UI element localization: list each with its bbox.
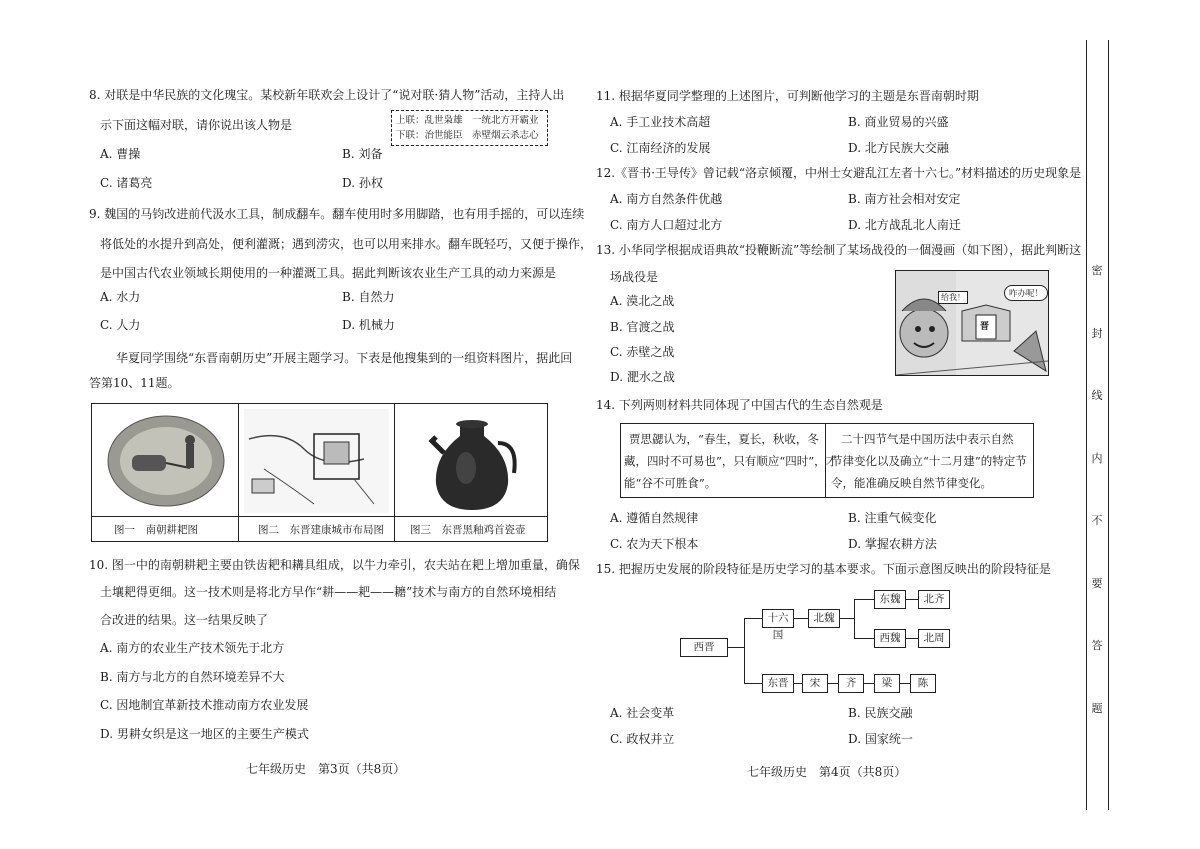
q14-option-b[interactable]: B. 注重气候变化: [848, 511, 937, 525]
node-xijin: 西晋: [680, 638, 728, 657]
q10-option-c[interactable]: C. 因地制宜革新技术推动南方农业发展: [100, 698, 309, 712]
q9-option-c[interactable]: C. 人力: [100, 318, 141, 332]
comic-bubble-3: 咋办呢！: [1004, 285, 1048, 301]
node-qi: 齐: [838, 674, 864, 693]
q15-option-d[interactable]: D. 国家统一: [848, 732, 913, 746]
materials-intro-line1: 华夏同学围绕“东晋南朝历史”开展主题学习。下表是他搜集到的一组资料图片，据此回: [116, 351, 573, 365]
figure3-caption: 图三 东晋黑釉鸡首瓷壶: [410, 524, 526, 536]
chicken-head-ewer-image: [422, 408, 522, 514]
node-song: 宋: [802, 674, 828, 693]
q8-option-d[interactable]: D. 孙权: [342, 176, 383, 190]
binding-char: 答: [1091, 639, 1103, 652]
binding-char: 内: [1091, 452, 1103, 465]
comic-bubble-1: 给我！: [938, 291, 968, 304]
node-beiwei: 北魏: [808, 609, 840, 628]
dynasty-flowchart: [680, 585, 980, 695]
q9-line1: 9. 魏国的马钧改进前代汲水工具，制成翻车。翻车使用时多用脚踏，也有用手摇的，可以连续: [89, 207, 585, 221]
q13-option-b[interactable]: B. 官渡之战: [610, 320, 675, 334]
node-dongwei: 东魏: [874, 590, 906, 609]
q15-option-b[interactable]: B. 民族交融: [848, 706, 913, 720]
q10-option-a[interactable]: A. 南方的农业生产技术领先于北方: [100, 641, 285, 655]
q10-line2: 土壤耙得更细。这一技术则是将北方早作“耕——耙——耱”技术与南方的自然环境相结: [100, 585, 557, 599]
q13-option-c[interactable]: C. 赤壁之战: [610, 345, 675, 359]
couplet-bottom: 下联：治世能臣 赤壁烟云杀志心: [396, 130, 539, 141]
q9-line2: 将低处的水提升到高处，便利灌溉；遇到涝灾，也可以用来排水。翻车既轻巧，又便于操作，: [100, 237, 593, 251]
binding-line-right: [1108, 40, 1109, 810]
q14-option-a[interactable]: A. 遵循自然规律: [610, 511, 699, 525]
q12-option-d[interactable]: D. 北方战乱北人南迁: [848, 218, 961, 232]
page-footer-left: 七年级历史 第3页（共8页）: [246, 762, 406, 776]
q13-option-d[interactable]: D. 淝水之战: [610, 370, 675, 384]
q14-materials-table: [620, 423, 1034, 498]
binding-char: 题: [1091, 702, 1103, 715]
node-xiwei: 西魏: [874, 629, 906, 648]
material1-line2: 藏，四时不可易也”，只有顺应“四时”，才: [624, 454, 838, 468]
node-dongjin: 东晋: [762, 674, 794, 693]
q10-option-b[interactable]: B. 南方与北方的自然环境差异不大: [100, 670, 285, 684]
q15-option-c[interactable]: C. 政权并立: [610, 732, 675, 746]
material1-line3: 能“谷不可胜食”。: [624, 476, 717, 490]
q14-option-c[interactable]: C. 农为天下根本: [610, 537, 699, 551]
q8-option-b[interactable]: B. 刘备: [342, 147, 383, 161]
q10-option-d[interactable]: D. 男耕女织是这一地区的主要生产模式: [100, 727, 309, 741]
binding-char: 密: [1091, 264, 1103, 277]
page-footer-right: 七年级历史 第4页（共8页）: [747, 765, 907, 779]
figure-strip: [91, 403, 548, 542]
q13-option-a[interactable]: A. 漠北之战: [610, 294, 675, 308]
q8-option-a[interactable]: A. 曹操: [100, 147, 141, 161]
node-liang: 梁: [874, 674, 900, 693]
q11-stem: 11. 根据华夏同学整理的上述图片，可判断他学习的主题是东晋南朝时期: [596, 89, 979, 103]
q9-option-d[interactable]: D. 机械力: [342, 318, 395, 332]
material1-line1: 贾思勰认为，“春生，夏长，秋收，冬: [629, 432, 819, 446]
figure1-caption: 图一 南朝耕耙图: [114, 524, 198, 536]
material2-line1: 二十四节气是中国历法中表示自然: [841, 432, 1014, 446]
couplet-top: 上联：乱世枭雄 一统北方开霸业: [396, 115, 539, 126]
node-shiliuguo: 十六国: [762, 609, 794, 628]
q8-stem-line1: 8. 对联是中华民族的文化瑰宝。某校新年联欢会上设计了“说对联·猜人物”活动，主持人出: [89, 88, 565, 102]
q9-option-a[interactable]: A. 水力: [100, 290, 141, 304]
q11-option-b[interactable]: B. 商业贸易的兴盛: [848, 115, 949, 129]
node-chen: 陈: [910, 674, 936, 693]
node-beiqi: 北齐: [918, 590, 950, 609]
binding-char: 不: [1091, 514, 1103, 527]
q10-line1: 10. 图一中的南朝耕耙主要由铁齿耙和耩具组成，以牛力牵引，农夫站在耙上增加重量，确保: [89, 558, 580, 572]
q10-line3: 合改进的结果。这一结果反映了: [100, 613, 269, 627]
q13-line2: 场战役是: [610, 270, 659, 284]
node-beizhou: 北周: [918, 629, 950, 648]
battle-comic: [895, 270, 1049, 376]
binding-char: 封: [1091, 327, 1103, 340]
binding-char: 要: [1091, 577, 1103, 590]
binding-char: 线: [1091, 389, 1103, 402]
q15-stem: 15. 把握历史发展的阶段特征是历史学习的基本要求。下面示意图反映出的阶段特征是: [596, 562, 1051, 576]
couplet-box: [391, 110, 548, 146]
q8-stem-line2: 示下面这幅对联，请你说出该人物是: [100, 118, 293, 132]
plough-painting-image: [102, 410, 230, 512]
comic-flag-label: 晋: [980, 322, 990, 332]
q11-option-a[interactable]: A. 手工业技术高超: [610, 115, 711, 129]
materials-intro-line2: 答第10、11题。: [89, 376, 180, 390]
q12-option-c[interactable]: C. 南方人口超过北方: [610, 218, 723, 232]
q12-option-a[interactable]: A. 南方自然条件优越: [610, 192, 723, 206]
q9-option-b[interactable]: B. 自然力: [342, 290, 395, 304]
binding-line-left: [1086, 40, 1087, 810]
q13-line1: 13. 小华同学根据成语典故“投鞭断流”等绘制了某场战役的一個漫画（如下图），据此判断这: [596, 243, 1082, 257]
jiankang-map-image: [244, 409, 389, 513]
figure2-caption: 图二 东晋建康城市布局图: [258, 524, 384, 536]
q14-option-d[interactable]: D. 掌握农耕方法: [848, 537, 937, 551]
q12-stem: 12.《晋书·王导传》曾记载“洛京倾覆，中州士女避乱江左者十六七。”材料描述的历史现象是: [596, 166, 1082, 180]
q12-option-b[interactable]: B. 南方社会相对安定: [848, 192, 961, 206]
q11-option-c[interactable]: C. 江南经济的发展: [610, 141, 711, 155]
q14-stem: 14. 下列两则材料共同体现了中国古代的生态自然观是: [596, 398, 883, 412]
q8-option-c[interactable]: C. 诸葛亮: [100, 176, 153, 190]
q15-option-a[interactable]: A. 社会变革: [610, 706, 675, 720]
material2-line2: 节律变化以及确立“十二月建”的特定节: [831, 454, 1027, 468]
q11-option-d[interactable]: D. 北方民族大交融: [848, 141, 949, 155]
material2-line3: 令，能准确反映自然节律变化。: [831, 476, 992, 490]
q9-line3: 是中国古代农业领域长期使用的一种灌溉工具。据此判断该农业生产工具的动力来源是: [100, 266, 557, 280]
